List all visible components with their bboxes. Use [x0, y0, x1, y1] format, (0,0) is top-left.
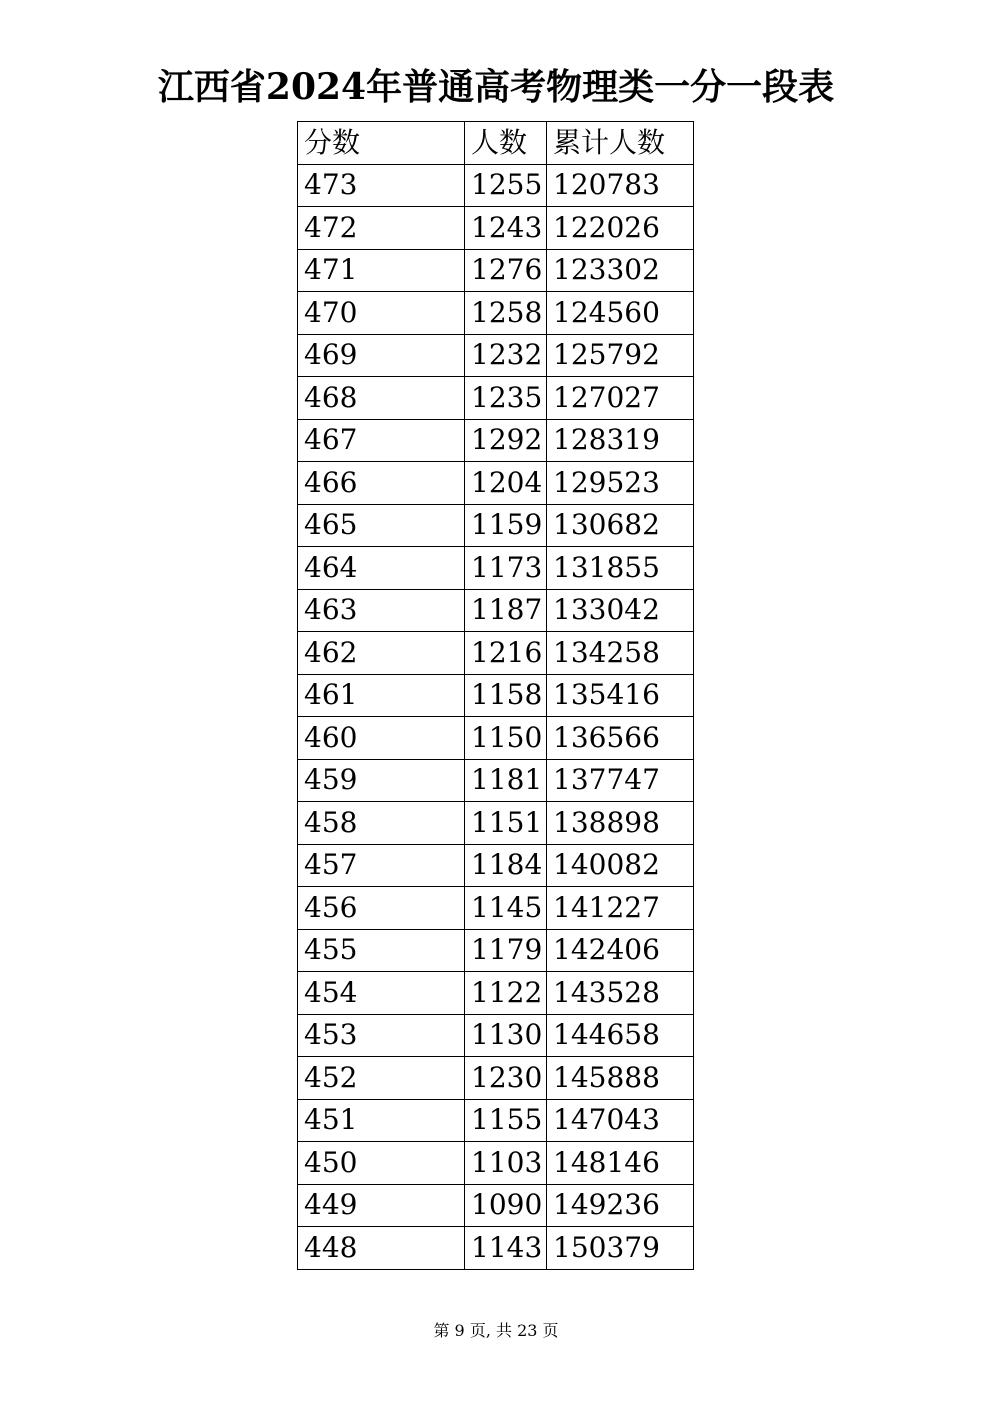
- header-count: 人数: [465, 122, 547, 165]
- table-row: [298, 419, 694, 462]
- cell-score: 473: [298, 164, 465, 207]
- cell-score: 462: [298, 632, 465, 675]
- table-row: [298, 504, 694, 547]
- cell-cumulative: 150379: [547, 1227, 694, 1270]
- cell-cumulative: 130682: [547, 504, 694, 547]
- cell-count: 1143: [465, 1227, 547, 1270]
- table-row: [298, 972, 694, 1015]
- cell-score: 464: [298, 547, 465, 590]
- cell-score: 467: [298, 419, 465, 462]
- cell-count: 1179: [465, 929, 547, 972]
- cell-cumulative: 144658: [547, 1014, 694, 1057]
- table-body: [298, 164, 694, 1269]
- cell-cumulative: 123302: [547, 249, 694, 292]
- page-title: 江西省2024年普通高考物理类一分一段表: [157, 66, 835, 108]
- cell-count: 1276: [465, 249, 547, 292]
- page-footer: 第 9 页, 共 23 页: [433, 1321, 559, 1340]
- cell-cumulative: 143528: [547, 972, 694, 1015]
- cell-count: 1187: [465, 589, 547, 632]
- cell-count: 1235: [465, 377, 547, 420]
- cell-cumulative: 142406: [547, 929, 694, 972]
- cell-count: 1159: [465, 504, 547, 547]
- table-row: [298, 377, 694, 420]
- cell-cumulative: 127027: [547, 377, 694, 420]
- cell-cumulative: 133042: [547, 589, 694, 632]
- cell-cumulative: 120783: [547, 164, 694, 207]
- cell-score: 471: [298, 249, 465, 292]
- table-row: [298, 547, 694, 590]
- cell-cumulative: 125792: [547, 334, 694, 377]
- cell-count: 1090: [465, 1184, 547, 1227]
- cell-count: 1292: [465, 419, 547, 462]
- cell-score: 470: [298, 292, 465, 335]
- cell-score: 452: [298, 1057, 465, 1100]
- table-row: [298, 1057, 694, 1100]
- cell-cumulative: 138898: [547, 802, 694, 845]
- cell-cumulative: 145888: [547, 1057, 694, 1100]
- table-row: [298, 632, 694, 675]
- cell-score: 455: [298, 929, 465, 972]
- cell-score: 459: [298, 759, 465, 802]
- cell-count: 1173: [465, 547, 547, 590]
- cell-score: 460: [298, 717, 465, 760]
- cell-score: 457: [298, 844, 465, 887]
- cell-score: 449: [298, 1184, 465, 1227]
- cell-score: 448: [298, 1227, 465, 1270]
- cell-count: 1158: [465, 674, 547, 717]
- cell-count: 1150: [465, 717, 547, 760]
- cell-count: 1130: [465, 1014, 547, 1057]
- table-row: [298, 674, 694, 717]
- cell-cumulative: 141227: [547, 887, 694, 930]
- cell-cumulative: 134258: [547, 632, 694, 675]
- cell-count: 1151: [465, 802, 547, 845]
- cell-count: 1216: [465, 632, 547, 675]
- table-row: [298, 1099, 694, 1142]
- cell-score: 456: [298, 887, 465, 930]
- table-row: [298, 844, 694, 887]
- cell-cumulative: 128319: [547, 419, 694, 462]
- cell-count: 1103: [465, 1142, 547, 1185]
- table-row: [298, 717, 694, 760]
- cell-count: 1181: [465, 759, 547, 802]
- cell-score: 466: [298, 462, 465, 505]
- table-row: [298, 802, 694, 845]
- table-row: [298, 164, 694, 207]
- cell-cumulative: 147043: [547, 1099, 694, 1142]
- cell-cumulative: 131855: [547, 547, 694, 590]
- cell-cumulative: 135416: [547, 674, 694, 717]
- cell-count: 1230: [465, 1057, 547, 1100]
- table-row: [298, 887, 694, 930]
- cell-score: 454: [298, 972, 465, 1015]
- cell-cumulative: 148146: [547, 1142, 694, 1185]
- cell-score: 451: [298, 1099, 465, 1142]
- cell-score: 461: [298, 674, 465, 717]
- table-row: [298, 929, 694, 972]
- cell-count: 1204: [465, 462, 547, 505]
- table-row: [298, 334, 694, 377]
- cell-count: 1184: [465, 844, 547, 887]
- table-row: [298, 1014, 694, 1057]
- cell-cumulative: 140082: [547, 844, 694, 887]
- score-table: [297, 121, 694, 1270]
- cell-cumulative: 122026: [547, 207, 694, 250]
- cell-cumulative: 137747: [547, 759, 694, 802]
- cell-score: 469: [298, 334, 465, 377]
- table-row: [298, 249, 694, 292]
- cell-count: 1255: [465, 164, 547, 207]
- cell-cumulative: 129523: [547, 462, 694, 505]
- cell-score: 472: [298, 207, 465, 250]
- table-row: [298, 292, 694, 335]
- table-header-row: [298, 122, 694, 165]
- cell-score: 458: [298, 802, 465, 845]
- table-row: [298, 1142, 694, 1185]
- header-score: 分数: [298, 122, 465, 165]
- cell-count: 1243: [465, 207, 547, 250]
- table-row: [298, 462, 694, 505]
- table-row: [298, 589, 694, 632]
- cell-score: 465: [298, 504, 465, 547]
- table-row: [298, 1227, 694, 1270]
- header-cumulative: 累计人数: [547, 122, 694, 165]
- table-row: [298, 759, 694, 802]
- cell-score: 463: [298, 589, 465, 632]
- cell-count: 1122: [465, 972, 547, 1015]
- cell-count: 1145: [465, 887, 547, 930]
- cell-cumulative: 149236: [547, 1184, 694, 1227]
- cell-score: 453: [298, 1014, 465, 1057]
- cell-score: 468: [298, 377, 465, 420]
- cell-count: 1232: [465, 334, 547, 377]
- table-row: [298, 1184, 694, 1227]
- cell-cumulative: 124560: [547, 292, 694, 335]
- cell-count: 1155: [465, 1099, 547, 1142]
- cell-cumulative: 136566: [547, 717, 694, 760]
- cell-score: 450: [298, 1142, 465, 1185]
- cell-count: 1258: [465, 292, 547, 335]
- table-row: [298, 207, 694, 250]
